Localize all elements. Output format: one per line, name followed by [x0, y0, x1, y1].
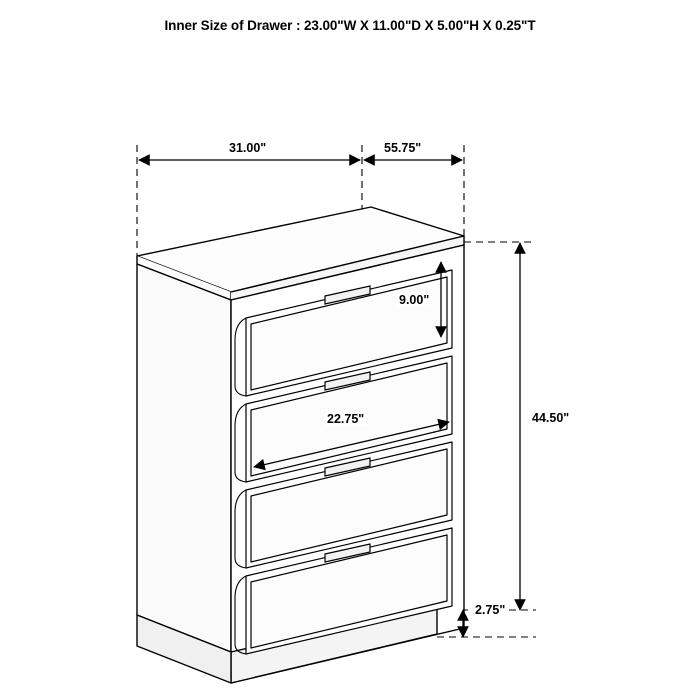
dimension-label-drawer-height: 9.00": [399, 293, 430, 307]
dimension-label-drawer-width: 22.75": [327, 412, 365, 426]
dimension-label-width-top-right: 55.75": [384, 141, 422, 155]
dimension-label-width-top-left: 31.00": [229, 141, 267, 155]
dimension-label-base-height: 2.75": [475, 603, 506, 617]
page-title: Inner Size of Drawer : 23.00"W X 11.00"D X 5.00"H X 0.25"T: [164, 18, 536, 33]
dimension-label-total-height: 44.50": [532, 411, 570, 425]
